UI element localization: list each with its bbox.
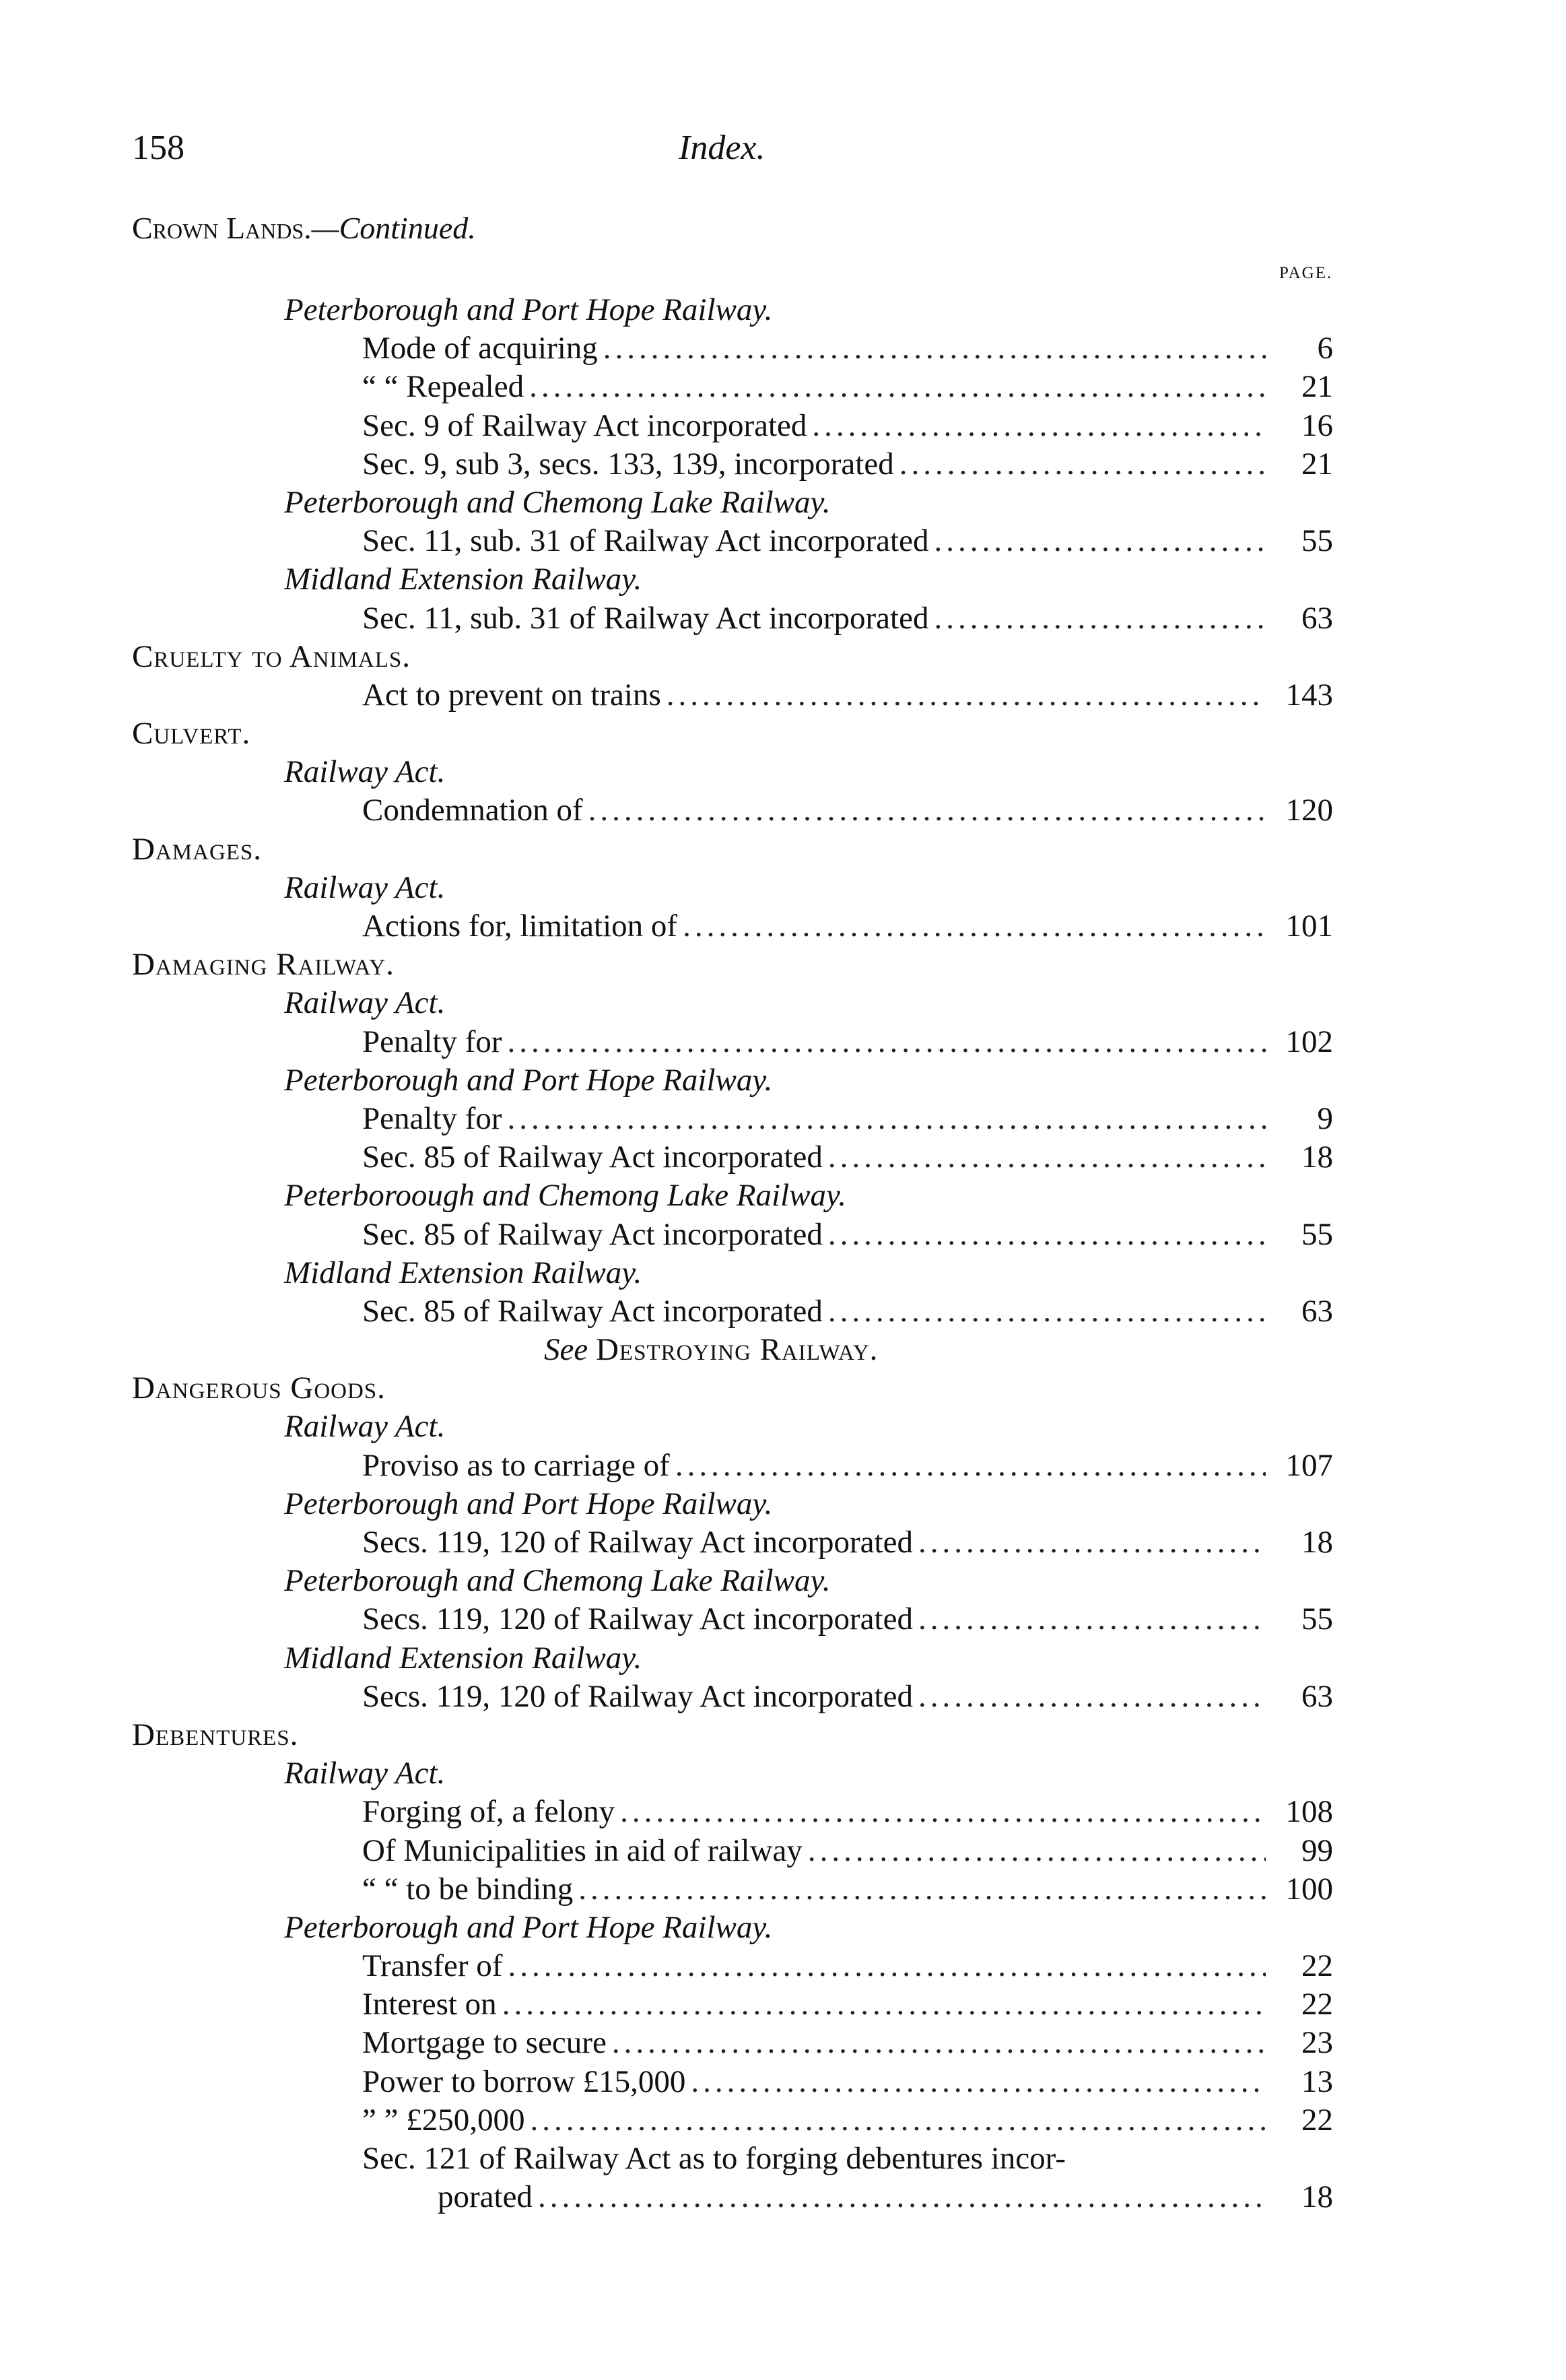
index-entry-row	[362, 1100, 1333, 1138]
dot-leader	[934, 522, 1266, 560]
entry-text: Interest on	[362, 1987, 497, 2022]
entry-text: Of Municipalities in aid of railway	[362, 1832, 803, 1868]
index-heading: Dangerous Goods.	[132, 1370, 386, 1406]
dot-leader	[934, 599, 1266, 638]
dot-leader	[620, 1793, 1266, 1831]
entry-text: Sec. 9 of Railway Act incorporated	[362, 407, 807, 443]
index-entry	[0, 1523, 1566, 1562]
index-entry	[0, 1678, 1566, 1716]
index-entry	[0, 329, 1566, 368]
dot-leader	[578, 1870, 1266, 1909]
dot-leader	[918, 1678, 1266, 1716]
index-entry-row	[362, 1947, 1333, 1985]
entry-page-number: 18	[1301, 2179, 1333, 2215]
entry-text: porated	[438, 2179, 533, 2215]
index-entry-row	[362, 1985, 1333, 2024]
entry-page-number: 6	[1317, 331, 1333, 366]
dot-leader	[675, 1447, 1266, 1485]
entry-text: Actions for, limitation of	[362, 908, 678, 944]
index-heading: Debentures.	[132, 1717, 299, 1752]
index-subheading: Midland Extension Railway.	[284, 1255, 642, 1290]
continued-heading-main: Crown Lands.	[132, 211, 312, 245]
index-subheading: Midland Extension Railway.	[284, 1640, 642, 1676]
dot-leader	[918, 1523, 1266, 1562]
entry-page-number: 102	[1285, 1024, 1333, 1059]
index-entry-row	[362, 599, 1333, 638]
index-subheading: Railway Act.	[284, 1409, 446, 1445]
dot-leader	[529, 368, 1266, 406]
index-entry	[0, 1023, 1566, 1061]
entry-page-number: 99	[1301, 1832, 1333, 1868]
index-entry-row	[438, 2178, 1333, 2216]
index-entry	[0, 599, 1566, 638]
entry-text: Sec. 9, sub 3, secs. 133, 139, incorporated	[362, 446, 894, 482]
entry-text: Sec. 85 of Railway Act incorporated	[362, 1293, 823, 1329]
entry-page-number: 143	[1285, 677, 1333, 713]
index-entry-row	[362, 445, 1333, 484]
index-subheading: Peterborough and Port Hope Railway.	[284, 1909, 773, 1945]
index-entry-row	[362, 522, 1333, 560]
dot-leader	[538, 2178, 1266, 2216]
entry-text: Proviso as to carriage of	[362, 1447, 670, 1483]
entry-page-number: 9	[1317, 1100, 1333, 1136]
dot-leader	[918, 1600, 1266, 1639]
entry-page-number: 55	[1301, 1601, 1333, 1637]
index-subheading: Railway Act.	[284, 1756, 446, 1791]
index-entry	[0, 2101, 1566, 2140]
index-entry	[0, 1600, 1566, 1639]
entry-text: “ “ Repealed	[362, 369, 524, 405]
entry-text: Penalty for	[362, 1100, 502, 1136]
entry-text: Power to borrow £15,000	[362, 2063, 686, 2099]
dot-leader	[508, 1100, 1266, 1138]
index-entry-row	[362, 1292, 1333, 1331]
continued-heading-suffix: —Continued.	[311, 211, 476, 245]
index-entry-row	[362, 1216, 1333, 1254]
dot-leader	[508, 1023, 1266, 1061]
index-heading: Cruelty to Animals.	[132, 638, 411, 674]
index-entry-row	[362, 1138, 1333, 1177]
entry-page-number: 101	[1285, 908, 1333, 944]
dot-leader	[508, 1947, 1266, 1985]
index-subheading: Peterboroough and Chemong Lake Railway.	[284, 1178, 847, 1214]
entry-page-number: 100	[1285, 1871, 1333, 1907]
entry-page-number: 21	[1301, 446, 1333, 482]
index-entry	[0, 2178, 1566, 2216]
index-entry-row	[362, 1447, 1333, 1485]
dot-leader	[530, 2101, 1266, 2140]
index-subheading: Peterborough and Chemong Lake Railway.	[284, 484, 831, 520]
dot-leader	[812, 407, 1266, 445]
entry-text: ” ” £250,000	[362, 2102, 525, 2138]
index-entry	[0, 1947, 1566, 1985]
entry-text: Penalty for	[362, 1024, 502, 1059]
entry-text: Forging of, a felony	[362, 1794, 615, 1830]
index-entry-text: Sec. 121 of Railway Act as to forging debentures incor-	[362, 2141, 1066, 2176]
dot-leader	[502, 1985, 1266, 2024]
dot-leader	[603, 329, 1266, 368]
entry-text: Secs. 119, 120 of Railway Act incorporated	[362, 1525, 913, 1560]
index-entry-row	[362, 1870, 1333, 1909]
index-entry	[0, 2024, 1566, 2062]
entry-text: Sec. 11, sub. 31 of Railway Act incorporated	[362, 523, 929, 559]
index-subheading: Railway Act.	[284, 754, 446, 790]
index-entry	[0, 522, 1566, 560]
index-heading: Damaging Railway.	[132, 947, 395, 983]
see-label: See	[544, 1332, 588, 1368]
dot-leader	[667, 676, 1266, 715]
dot-leader	[899, 445, 1266, 484]
entry-text: “ “ to be binding	[362, 1871, 574, 1907]
index-entry-row	[362, 907, 1333, 946]
entry-text: Act to prevent on trains	[362, 677, 661, 713]
entry-page-number: 107	[1285, 1447, 1333, 1483]
index-entry	[0, 1138, 1566, 1177]
index-entry	[0, 1292, 1566, 1331]
entry-page-number: 22	[1301, 1948, 1333, 1984]
dot-leader	[691, 2063, 1266, 2101]
entry-text: Sec. 11, sub. 31 of Railway Act incorporated	[362, 600, 929, 636]
entry-page-number: 13	[1301, 2063, 1333, 2099]
entry-page-number: 18	[1301, 1525, 1333, 1560]
running-title: Index.	[679, 129, 765, 167]
index-subheading: Peterborough and Port Hope Railway.	[284, 1486, 773, 1521]
index-entry-row	[362, 791, 1333, 830]
index-entry-row	[362, 407, 1333, 445]
see-target: Destroying Railway.	[595, 1332, 879, 1368]
index-entry	[0, 676, 1566, 715]
index-entry	[0, 1216, 1566, 1254]
index-subheading: Railway Act.	[284, 985, 446, 1021]
dot-leader	[588, 791, 1266, 830]
entry-page-number: 108	[1285, 1794, 1333, 1830]
index-entry	[0, 1447, 1566, 1485]
index-entry	[0, 2063, 1566, 2101]
index-entry-row	[362, 1793, 1333, 1831]
index-entry	[0, 1100, 1566, 1138]
index-entry	[0, 368, 1566, 406]
index-subheading: Peterborough and Port Hope Railway.	[284, 1062, 773, 1098]
index-entry-row	[362, 1600, 1333, 1639]
index-entry	[0, 907, 1566, 946]
index-heading: Culvert.	[132, 716, 251, 752]
dot-leader	[828, 1216, 1266, 1254]
entry-text: Secs. 119, 120 of Railway Act incorporated	[362, 1601, 913, 1637]
index-subheading: Peterborough and Chemong Lake Railway.	[284, 1563, 831, 1599]
index-entries	[0, 291, 1566, 2216]
entry-page-number: 63	[1301, 1293, 1333, 1329]
index-heading: Damages.	[132, 831, 263, 867]
entry-page-number: 18	[1301, 1139, 1333, 1175]
index-entry-row	[362, 1023, 1333, 1061]
index-entry-row	[362, 2024, 1333, 2062]
index-entry-row	[362, 2063, 1333, 2101]
entry-text: Transfer of	[362, 1948, 503, 1984]
index-entry-row	[362, 329, 1333, 368]
running-header	[132, 128, 1317, 175]
index-entry	[0, 1793, 1566, 1831]
entry-page-number: 63	[1301, 600, 1333, 636]
index-entry-row	[362, 368, 1333, 406]
index-entry-row	[362, 1523, 1333, 1562]
entry-text: Mode of acquiring	[362, 331, 598, 366]
see-reference	[0, 1331, 1566, 1369]
index-entry-row	[362, 676, 1333, 715]
index-entry	[0, 445, 1566, 484]
entry-page-number: 63	[1301, 1678, 1333, 1714]
entry-page-number: 22	[1301, 2102, 1333, 2138]
dot-leader	[828, 1138, 1266, 1177]
index-entry-row	[362, 1832, 1333, 1870]
entry-page-number: 21	[1301, 369, 1333, 405]
index-entry	[0, 791, 1566, 830]
page-number: 158	[132, 129, 184, 167]
continued-heading	[132, 210, 476, 246]
index-entry	[0, 407, 1566, 445]
entry-text: Sec. 85 of Railway Act incorporated	[362, 1139, 823, 1175]
entry-page-number: 120	[1285, 793, 1333, 828]
index-entry-row	[362, 2101, 1333, 2140]
entry-text: Sec. 85 of Railway Act incorporated	[362, 1216, 823, 1252]
entry-page-number: 55	[1301, 1216, 1333, 1252]
entry-page-number: 55	[1301, 523, 1333, 559]
index-subheading: Railway Act.	[284, 869, 446, 905]
dot-leader	[828, 1292, 1266, 1331]
entry-page-number: 16	[1301, 407, 1333, 443]
index-subheading: Peterborough and Port Hope Railway.	[284, 292, 773, 327]
index-subheading: Midland Extension Railway.	[284, 562, 642, 597]
entry-text: Condemnation of	[362, 793, 583, 828]
dot-leader	[808, 1832, 1266, 1870]
dot-leader	[683, 907, 1266, 946]
index-entry-row	[362, 1678, 1333, 1716]
dot-leader	[612, 2024, 1266, 2062]
entry-page-number: 22	[1301, 1987, 1333, 2022]
page-column-label: PAGE.	[1279, 264, 1333, 282]
entry-text: Mortgage to secure	[362, 2025, 607, 2061]
entry-text: Secs. 119, 120 of Railway Act incorporated	[362, 1678, 913, 1714]
entry-page-number: 23	[1301, 2025, 1333, 2061]
index-entry	[0, 1832, 1566, 1870]
index-entry	[0, 1985, 1566, 2024]
index-entry	[0, 1870, 1566, 1909]
